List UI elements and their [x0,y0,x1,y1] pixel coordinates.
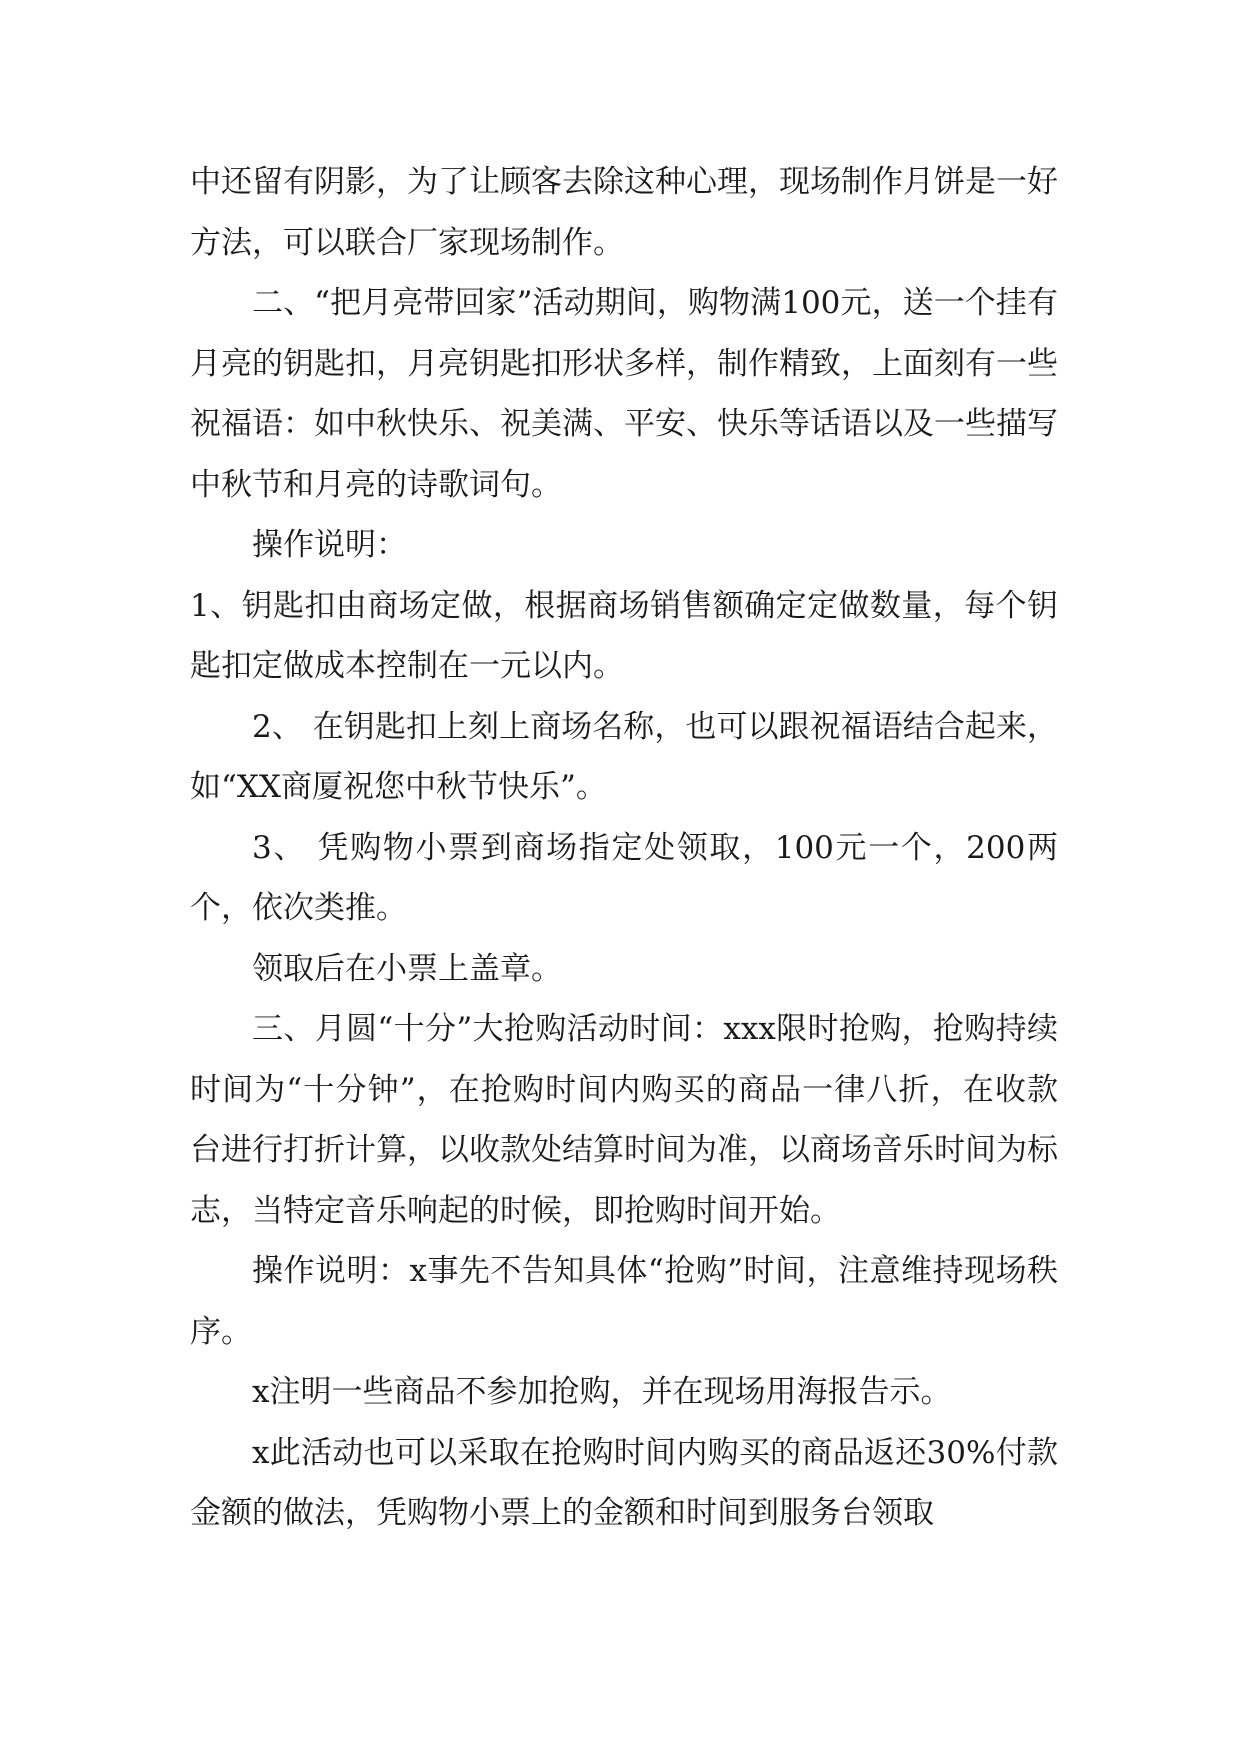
paragraph-stamp-note: 领取后在小票上盖章。 [252,950,562,987]
paragraph-item-3: 3、 凭购物小票到商场指定处领取，100元一个，200两个，依次类推。 [190,829,1058,926]
paragraph-exclusion-note: x注明一些商品不参加抢购，并在现场用海报告示。 [252,1374,952,1410]
document-body [190,152,1058,1544]
paragraph-operation-notes: 操作说明：x事先不告知具体“抢购”时间，注意维持现场秩序。 [190,1253,1058,1350]
paragraph-section-two: 二、“把月亮带回家”活动期间，购物满100元，送一个挂有月亮的钥匙扣，月亮钥匙扣形状多样，制作精致，上面刻有一些祝福语：如中秋快乐、祝美满、平安、快乐等话语以及一些描写中秋节和月亮的诗歌词句。 [190,285,1058,503]
paragraph-item-1: 1、钥匙扣由商场定做，根据商场销售额确定定做数量，每个钥匙扣定做成本控制在一元以内。 [190,587,1058,684]
paragraph-refund-note: x此活动也可以采取在抢购时间内购买的商品返还30%付款金额的做法，凭购物小票上的金额和时间到服务台领取 [190,1434,1058,1531]
paragraph-operation-heading: 操作说明： [252,527,407,563]
paragraph-section-three: 三、月圆“十分”大抢购活动时间：xxx限时抢购，抢购持续时间为“十分钟”，在抢购时间内购买的商品一律八折，在收款台进行打折计算，以收款处结算时间为准，以商场音乐时间为标志，当特定音乐响起的时候，即抢购时间开始。 [190,1011,1058,1229]
paragraph-continuation: 中还留有阴影，为了让顾客去除这种心理，现场制作月饼是一好方法，可以联合厂家现场制作。 [190,164,1058,261]
paragraph-item-2: 2、 在钥匙扣上刻上商场名称，也可以跟祝福语结合起来，如“XX商厦祝您中秋节快乐”。 [190,708,1058,805]
